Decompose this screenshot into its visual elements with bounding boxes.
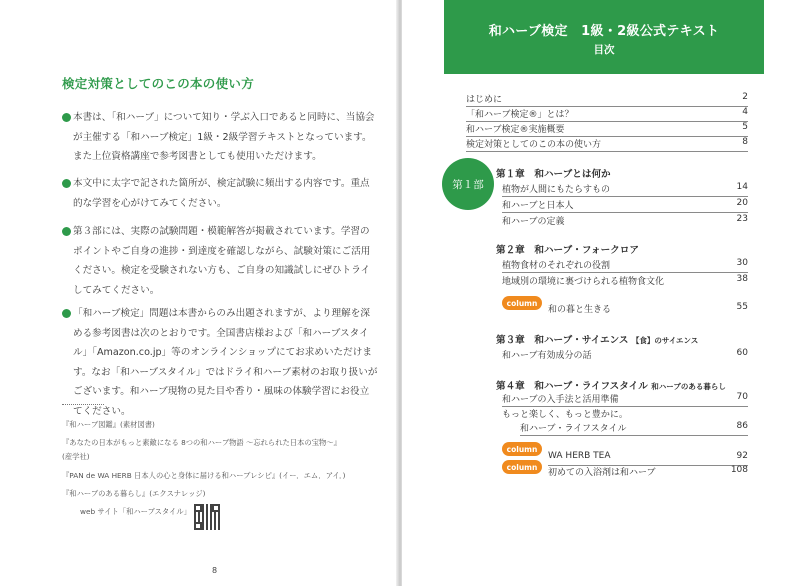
toc-entry-page: 23	[736, 214, 748, 224]
toc-entry	[502, 348, 748, 362]
chapter-title	[496, 332, 698, 346]
toc-entry	[502, 392, 748, 407]
toc-entry-page: 14	[736, 182, 748, 192]
reference-line: 『和ハーブ図鑑』(素材図書)	[62, 420, 155, 429]
toc-entry-page: 8	[742, 137, 748, 147]
toc-entry-page: 92	[736, 451, 748, 461]
chapter-subtitle: 和ハーブのある暮らし	[651, 382, 726, 391]
header-subtitle: 目次	[593, 44, 615, 56]
paragraph	[62, 108, 378, 167]
toc-entry	[466, 92, 748, 107]
paragraph-text: 本文中に太字で記された箇所が、検定試験に頻出する内容です。重点的な学習を心がけてみてください。	[73, 178, 370, 209]
reference-line: 『あなたの日本がもっと素敵になる 8つの和ハーブ物語 ～忘れられた日本の宝物～』	[62, 438, 341, 447]
toc-entry-page: 70	[736, 392, 748, 402]
toc-entry-label: 初めての入浴剤は和ハーブ	[548, 468, 656, 478]
toc-entry	[466, 107, 748, 122]
paragraph-text: 「和ハーブ検定」問題は本書からのみ出題されますが、より理解を深める参考図書は次のとおりです。全国書店様および「和ハーブスタイル」「Amazon.co.jp」等のオンラインショップにてお求めいただけます。なお「和ハーブスタイル」ではドライ和ハーブ素材のお取り扱いがございます。和ハーブ現物の見た目や香り・風味の体験学習にお役立てください。	[73, 308, 378, 417]
toc-entry-page: 20	[736, 198, 748, 208]
toc-entry-page: 60	[736, 348, 748, 358]
part-badge: 第１部	[442, 158, 494, 210]
toc-entry	[520, 421, 748, 436]
toc-entry-page: 108	[730, 465, 748, 475]
toc-entry-page: 38	[736, 274, 748, 284]
toc-entry-page: 4	[742, 107, 748, 117]
toc-entry	[502, 258, 748, 273]
toc-entry	[502, 274, 748, 288]
bullet-icon	[62, 179, 71, 188]
toc-entry-label: 和ハーブと日本人	[502, 201, 574, 211]
paragraph	[62, 174, 378, 213]
toc-entry	[502, 182, 748, 197]
chapter-title: 第２章 和ハーブ・フォークロア	[496, 245, 639, 256]
toc-entry	[548, 465, 748, 479]
bullet-icon	[62, 309, 71, 318]
section-title: 検定対策としてのこの本の使い方	[62, 76, 255, 91]
right-page	[402, 0, 800, 586]
paragraph	[62, 304, 378, 421]
toc-entry-page: 86	[736, 421, 748, 431]
page-number: 8	[212, 566, 218, 575]
toc-entry-label: 和ハーブ有効成分の話	[502, 351, 592, 361]
reference-line: (産学社)	[62, 452, 90, 461]
chapter-title: 第１章 和ハーブとは何か	[496, 169, 611, 180]
column-badge: column	[502, 460, 542, 474]
toc-entry-page: 2	[742, 92, 748, 102]
reference-line: 『PAN de WA HERB 日本人の心と身体に届ける和ハーブレシピ』(イー．エム．アイ．)	[62, 471, 346, 480]
toc-entry-label: 和ハーブ検定®実施概要	[466, 125, 565, 135]
toc-entry-label: 植物が人間にもたらすもの	[502, 185, 611, 195]
toc-entry-page: 30	[736, 258, 748, 268]
toc-entry-label: 和ハーブの入手法と活用準備	[502, 395, 619, 405]
toc-entry-page: 5	[742, 122, 748, 132]
qr-code-icon	[194, 504, 220, 530]
column-badge: column	[502, 442, 542, 456]
toc-entry	[548, 302, 748, 316]
toc-entry-label: 地域別の環境に裏づけられる植物食文化	[502, 277, 665, 287]
toc-entry-label: 和ハーブの定義	[502, 217, 565, 227]
toc-entry-label: はじめに	[466, 95, 503, 105]
toc-entry	[502, 198, 748, 213]
toc-entry	[548, 451, 748, 466]
paragraph-text: 本書は、「和ハーブ」について知り・学ぶ入口であると同時に、当協会が主催する「和ハーブ検定」1級・2級学習テキストとなっています。また上位資格講座で参考図書としても使用いただけます。	[73, 112, 375, 162]
chapter-title-text: 第４章 和ハーブ・ライフスタイル	[496, 381, 648, 392]
bullet-icon	[62, 113, 71, 122]
toc-entry-label: もっと楽しく、もっと豊かに。	[502, 410, 628, 420]
toc-entry	[502, 214, 748, 228]
left-page	[0, 0, 398, 586]
column-badge: column	[502, 296, 542, 310]
reference-line: 『和ハーブのある暮らし』(エクスナレッジ)	[62, 489, 206, 498]
paragraph	[62, 222, 378, 300]
toc-entry-label: 検定対策としてのこの本の使い方	[466, 140, 602, 150]
toc-entry	[466, 137, 748, 152]
toc-entry	[502, 407, 748, 421]
paragraph-text: 第３部には、実際の試験問題・模範解答が掲載されています。学習のポイントやご自身の進捗・到達度を確認しながら、試験対策にご活用ください。検定を受験されない方も、ご自身の知識試しにぜひトライしてみてください。	[73, 226, 371, 296]
toc-entry	[466, 122, 748, 137]
dotted-divider	[62, 404, 104, 405]
toc-entry-label: 和ハーブ・ライフスタイル	[520, 424, 627, 434]
toc-header	[444, 0, 764, 74]
chapter-subtitle: 【食】のサイエンス	[631, 336, 699, 345]
toc-entry-label: 和の暮と生きる	[548, 305, 612, 315]
toc-entry-page: 55	[736, 302, 748, 312]
toc-entry-label: 「和ハーブ検定®」とは？	[466, 110, 574, 120]
chapter-title-text: 第３章 和ハーブ・サイエンス	[496, 335, 629, 346]
toc-entry-label: 植物食材のそれぞれの役割	[502, 261, 611, 271]
toc-entry-label: WA HERB TEA	[548, 451, 611, 461]
chapter-title	[496, 378, 726, 392]
bullet-icon	[62, 227, 71, 236]
header-title: 和ハーブ検定 1級・2級公式テキスト	[488, 24, 720, 39]
reference-line: web サイト「和ハーブスタイル」	[80, 507, 191, 516]
